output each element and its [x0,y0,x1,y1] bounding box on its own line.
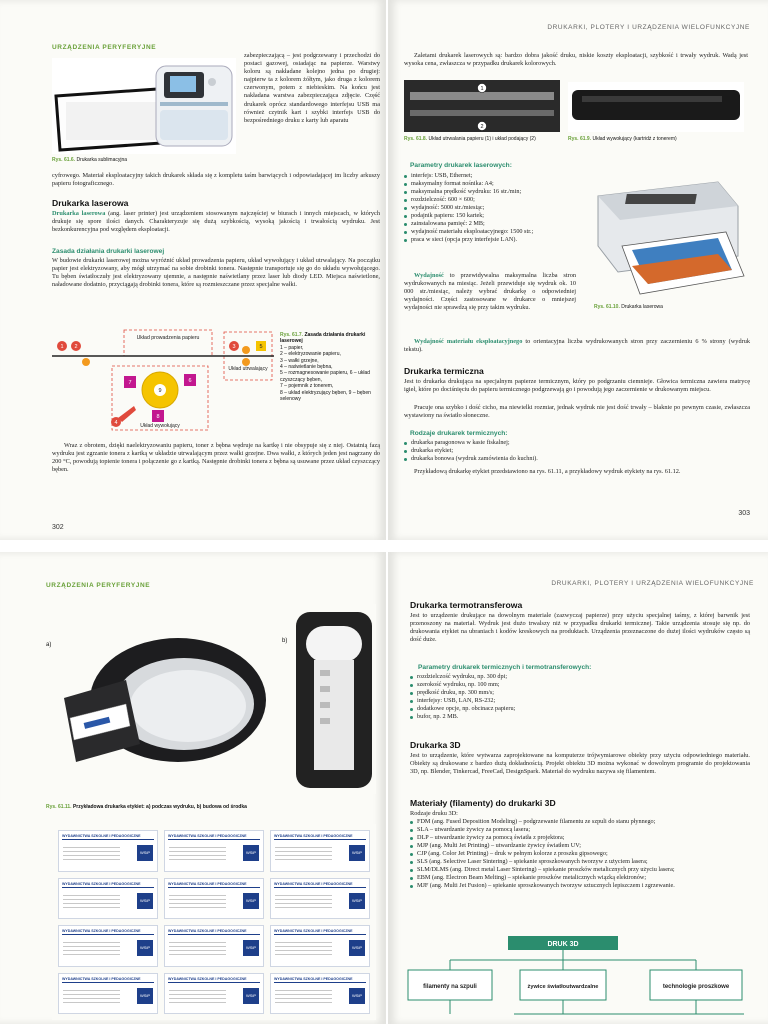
heading-thermotransfer: Drukarka termotransferowa [410,600,523,610]
tree-root-label: DRUK 3D [547,941,579,948]
term: Wydajność [414,272,444,279]
diagram-label-paper: Układ prowadzenia papieru [136,335,200,341]
thermal-paragraph: Jest to drukarka drukująca na specjalnym papierze termicznym, który po podgrzaniu ciemnieje. Głowica termiczna zawiera matrycę igieł, które po dociśnięciu do papieru termicznego podgrzewają go i powodują jego zaczernienie w drukowanym miejscu. [404,378,750,394]
svg-text:2: 2 [480,124,484,130]
wydajnosc-paragraph [404,272,576,312]
sample-label: WYDAWNICTWA SZKOLNE I PEDAGOGICZNE WSiP [270,878,370,920]
list-item: interfejsy: USB, LAN, RS-232; [410,697,740,705]
fuser-image [404,80,560,132]
list-item: prędkość druku, np. 300 mm/s; [410,689,740,697]
body-text-continued: cyfrowego. Materiał eksploatacyjny takich drukarek składa się z kompletu taśm barwiących i odpowiadającej im liczby arkuszy papieru fotograficznego. [52,172,380,188]
materials-list [410,818,750,890]
page-304 [0,552,386,1024]
list-item: drukarka etykiet; [404,447,744,455]
list-item: rozdzielczość wydruku, np. 300 dpi; [410,673,740,681]
page-303 [388,0,768,540]
sample-label: WYDAWNICTWA SZKOLNE I PEDAGOGICZNE WSiP [58,878,158,920]
laser-text: (ang. laser printer) jest urządzeniem stosowanym najczęściej w biurach i innych miejscach, w których drukuje się spore ilości danych. Charakteryzuje się dużą szybkością, wysoką jakością i trwałością wydruku. Jest bezkonkurencyjna pod względem eksploatacji. [52,210,380,234]
params-title: Parametry drukarek laserowych: [410,162,512,169]
svg-text:7: 7 [128,380,132,386]
toner-cartridge-image [568,82,744,132]
figure-caption-text: Drukarka laserowa [621,304,663,310]
list-item: podajnik papieru: 150 kartek; [404,212,576,220]
section-header: URZĄDZENIA PERYFERYJNE [52,44,157,51]
list-item: maksymalny format nośnika: A4; [404,180,576,188]
diagram-title: Zasada działania drukarki laserowej [280,332,366,345]
label-printer-image [56,624,268,774]
svg-text:5: 5 [259,344,263,350]
wydajnosc-material-paragraph [404,338,750,354]
list-item: dodatkowe opcje, np. obcinacz papieru; [410,705,740,713]
list-item: MJF (ang. Multi Jet Fusion) – spiekanie sproszkowanych tworzyw sztucznych lepiszczem i zgrzewanie. [410,882,750,890]
section-header: DRUKARKI, PLOTERY I URZĄDZENIA WIELOFUNKCYJNE [551,580,754,587]
term: Wydajność materiału eksploatacyjnego [414,338,523,345]
wydajnosc-text: to przewidywalna maksymalna liczba stron wydrukowanych na miesiąc. Jeżeli przewiduje się wydruk ok. 10 000 str./miesiąc, należy wybrać drukarkę o odpowiedniej wydajności. Części zastosowane w drukarce o mniejszej wydajności nie sprawdzą się przy takim wydruku. [404,272,576,312]
list-item: DLP – utwardzanie żywicy za pomocą światła z projektora; [410,834,750,842]
list-item: FDM (ang. Fused Deposition Modeling) – podgrzewanie filamentu ze szpuli do stanu płynnego; [410,818,750,826]
rule-paragraph: W budowie drukarki laserowej można wyróżnić układ prowadzenia papieru, układ wywołujący i układ utrwalający. Na początku papier jest elektryzowany, aby mógł utrzymać na sobie drobinki tonera. Następnie transportuje się go do układu wywołującego. Tu bęben światłoczuły jest elektryzowany ujemnie, a następnie naświetlany przez laser lub diody LED. Miejsca naświetlone, naładowane dodatnio, przyciągają drobinki tonera, które są rozmieszczane przez specjalne wałki. [52,257,380,289]
label-b: b) [282,638,288,644]
figure-caption-text: Przykładowa drukarka etykiet: a) podczas wydruku, b) budowa od środka [72,804,247,810]
figure-caption-text: Układ utrwalania papieru (1) i układ podający (2) [428,136,536,142]
figure-label: Rys. 61.6. [52,157,76,163]
list-item: wydajność: 5000 str./miesiąc; [404,204,576,212]
tt-params-title: Parametry drukarek termicznych i termotransferowych: [418,664,592,671]
list-item: SLM/DLMS (ang. Direct metal Laser Sintering) – spiekanie proszków metalicznych przy użyciu lasera; [410,866,750,874]
intro-paragraph: Zaletami drukarek laserowych są: bardzo dobra jakość druku, niskie koszty eksploatacji, szybkość i trwały wydruk. Wadą jest wysoka cena, zwłaszcza w przypadku drukarek kolorowych. [404,52,748,68]
laser-paragraph [52,210,380,234]
figure-caption [46,804,366,810]
label-a: a) [46,642,52,648]
laser-printer-image [578,176,750,300]
heading-materials: Materiały (filamenty) do drukarki 3D [410,798,556,808]
legend-item: 4 – naświetlanie bębna, [280,364,333,371]
legend-item: 5 – rozmagnesowanie papieru, 6 – układ czyszczący bęben, [280,370,371,383]
kinds-title: Rodzaje drukarek termicznych: [410,430,508,437]
figure-label: Rys. 61.10. [594,304,620,310]
sample-label: WYDAWNICTWA SZKOLNE I PEDAGOGICZNE WSiP [58,925,158,967]
tree-node-resin: żywice światłoutwardzalne [527,984,599,990]
figure-label: Rys. 61.8. [404,136,428,142]
page-305 [388,552,768,1024]
list-item: wydajność materiału eksploatacyjnego: 1500 str.; [404,228,576,236]
list-item: SLA – utwardzanie żywicy za pomocą lasera; [410,826,750,834]
sample-label: WYDAWNICTWA SZKOLNE I PEDAGOGICZNE WSiP [164,925,264,967]
legend-item: 8 – układ elektryzujący bęben, 9 – bęben selenowy [280,389,371,403]
sample-label: WYDAWNICTWA SZKOLNE I PEDAGOGICZNE WSiP [270,925,370,967]
svg-text:2: 2 [74,344,78,350]
section-header: URZĄDZENIA PERYFERYJNE [46,582,151,589]
heading-3d: Drukarka 3D [410,740,461,750]
label-printer-inside-image [292,604,376,794]
svg-text:8: 8 [156,414,160,420]
sample-label: WYDAWNICTWA SZKOLNE I PEDAGOGICZNE WSiP [164,973,264,1015]
sublimation-printer-image [52,58,236,154]
svg-text:4: 4 [114,420,118,426]
sample-label: WYDAWNICTWA SZKOLNE I PEDAGOGICZNE WSiP [270,830,370,872]
label-sheet [52,824,376,1020]
legend-item: 3 – wałki grzejne, [280,357,319,364]
params-list [404,172,576,244]
heading-thermal: Drukarka termiczna [404,366,484,376]
thermal-paragraph-2: Pracuje ona szybko i dość cicho, ma niewielki rozmiar, jednak wydruk nie jest dość trwały – blaknie po pewnym czasie, zwłaszcza wystawiony na światło słoneczne. [404,404,750,420]
page-number: 303 [738,510,750,517]
tree-node-filament: filamenty na szpuli [423,984,477,990]
list-item: interfejs: USB, Ethernet; [404,172,576,180]
diagram-label-fix: Układ utrwalający [228,366,268,372]
figure-caption [52,157,202,163]
figure-label: Rys. 61.9. [568,136,592,142]
legend-item: 2 – elektryzowanie papieru, [280,351,341,358]
3d-paragraph: Jest to urządzenie, które wytwarza zaprojektowane na komputerze trójwymiarowe obiekty przy użyciu odpowiedniego materiału. Obiekty są drukowane z bardzo dużą dokładnością. Projekt obiektu 3D można wykonać w dowolnym programie do projektowania 3D, np. Blender, Tinkercad, FreeCad, DesignSpark. Materiał do wydruku nazywa się filamentem. [410,752,750,776]
wydajnosc-material-text: to orientacyjna liczba wydrukowanych stron przy zaczernieniu 6 % strony (wydruk tekstu). [404,338,750,354]
list-item: CJP (ang. Color Jet Printing) – druk w pełnym kolorze z proszku gipsowego; [410,850,750,858]
svg-text:1: 1 [480,86,484,92]
svg-text:6: 6 [188,378,192,384]
list-item: SLS (ang. Selective Laser Sintering) – spiekanie sproszkowanych tworzyw z użyciem lasera; [410,858,750,866]
heading-laser: Drukarka laserowa [52,198,129,208]
list-item: MJP (ang. Multi Jet Printing) – utwardzanie żywicy światłem UV; [410,842,750,850]
sample-label: WYDAWNICTWA SZKOLNE I PEDAGOGICZNE WSiP [164,878,264,920]
body-text: zabezpieczającą – jest podgrzewany i przechodzi do postaci gazowej, osiadając na papierze. Warstwy koloru są nakładane kolejno jedna po drugiej: najpierw ta z kolorem żółtym, jako druga z kolorem czerwonym, potem z niebieskim. Na końcu jest nakładana warstwa zabezpieczająca zdjęcie. Część drukarek oprócz standardowego interfejsu USB ma również czytnik kart i szybki interfejs USB do bezpośredniego druku z karty lub aparatu [244,52,380,124]
list-item: bufor, np. 2 MB. [410,713,740,721]
page-302 [0,0,386,540]
figure-caption-text: Drukarka sublimacyjna [76,157,128,163]
thermotransfer-paragraph: Jest to urządzenie drukujące na dowolnym materiale (zazwyczaj papierze) przy użyciu specjalnej taśmy, z której barwnik jest przenoszony na materiał. Wydruk jest dużo trwalszy niż w przypadku drukarki termicznej. Takie urządzenia stosuje się np. do drukowania etykiet na ubraniach i kodów kreskowych na produktach. Urządzenia przeznaczone do dużej ilości wydruków często są dość duże. [410,612,750,644]
svg-text:1: 1 [60,344,64,350]
sample-label: WYDAWNICTWA SZKOLNE I PEDAGOGICZNE WSiP [270,973,370,1015]
legend-item: 1 – papier, [280,344,304,351]
tt-params-list [410,673,740,721]
figure-label: Rys. 61.7. [280,332,304,338]
svg-text:3: 3 [232,344,236,350]
figure-label: Rys. 61.11. [46,804,72,810]
outro-paragraph: Przykładową drukarkę etykiet przedstawiono na rys. 61.11, a przykładowy wydruk etykiety na rys. 61.12. [414,468,681,475]
bottom-paragraph: Wraz z obrotem, dzięki naelektryzowaniu papieru, toner z bębna wędruje na kartkę i nie obsypuje się z niej. Ostatnią fazą wydruku jest zgrzanie tonera z kartką w układzie utrwalającym przez wałki grzejne. Dwa wałki, z których jeden jest nagrzany do 200 °C, powodują topienie tonera i połączenie go z kartką. Następnie drobinki tonera z bębna są usuwane przez układ czyszczący bęben. [52,442,380,474]
figure-caption [404,136,554,142]
list-item: drukarka paragonowa w kasie fiskalnej; [404,439,744,447]
diagram-label-dev: Układ wywołujący [140,423,180,429]
subheading-rule: Zasada działania drukarki laserowej [52,248,165,255]
list-item: drukarka bonowa (wydruk zamówienia do kuchni). [404,455,744,463]
legend-item: 7 – pojemnik z tonerem, [280,383,334,390]
list-item: EBM (ang. Electron Beam Melting) – spiekanie proszków metalicznych wiązką elektronów; [410,874,750,882]
sample-label: WYDAWNICTWA SZKOLNE I PEDAGOGICZNE WSiP [164,830,264,872]
laser-diagram [52,326,274,436]
sample-label: WYDAWNICTWA SZKOLNE I PEDAGOGICZNE WSiP [58,973,158,1015]
list-item: praca w sieci (opcja przy interfejsie LAN). [404,236,576,244]
3d-tree-diagram [404,934,758,1022]
diagram-caption [280,332,382,402]
materials-intro: Rodzaje druku 3D: [410,810,458,817]
figure-caption [568,136,738,142]
tree-node-powder: technologie proszkowe [662,984,730,990]
list-item: szerokość wydruku, np. 100 mm; [410,681,740,689]
list-item: maksymalna prędkość wydruku: 16 str./min; [404,188,576,196]
section-header: DRUKARKI, PLOTERY I URZĄDZENIA WIELOFUNKCYJNE [547,24,750,31]
sample-label: WYDAWNICTWA SZKOLNE I PEDAGOGICZNE WSiP [58,830,158,872]
term: Drukarka laserowa [52,210,106,217]
list-item: zainstalowana pamięć: 2 MB; [404,220,576,228]
svg-text:9: 9 [158,388,162,394]
kinds-list [404,439,744,463]
list-item: rozdzielczość: 600 × 600; [404,196,576,204]
figure-caption [594,304,744,310]
figure-caption-text: Układ wywołujący (kartridż z tonerem) [592,136,677,142]
page-number: 302 [52,524,64,531]
